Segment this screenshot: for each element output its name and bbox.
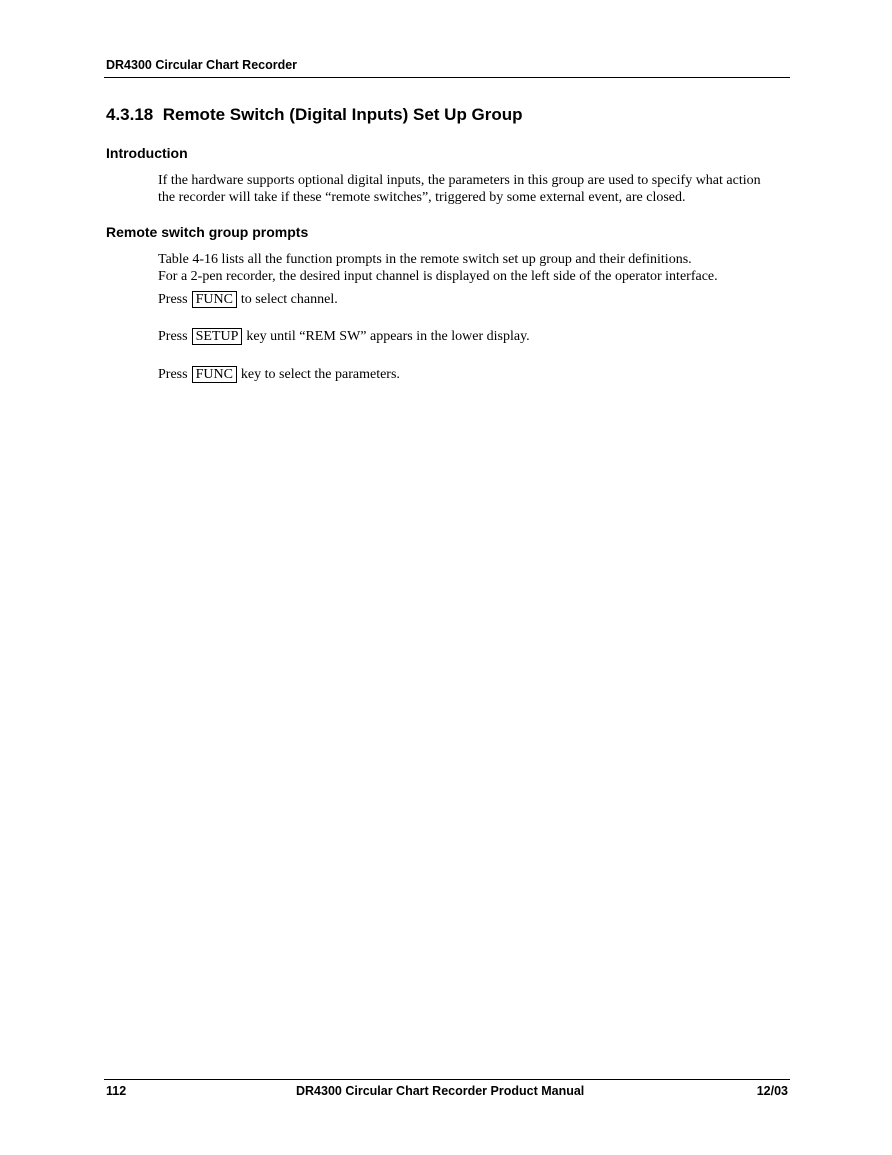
func-key: FUNC (192, 291, 237, 308)
introduction-line-2: the recorder will take if these “remote switches”, triggered by some external event, are closed. (158, 190, 686, 205)
step-suffix: to select channel. (240, 292, 338, 307)
step-prefix: Press (158, 329, 188, 344)
prompts-heading: Remote switch group prompts (106, 224, 309, 240)
footer-title: DR4300 Circular Chart Recorder Product Manual (296, 1084, 585, 1098)
step-select-channel (158, 291, 338, 308)
prompts-line-1: Table 4-16 lists all the function prompts in the remote switch set up group and their definitions. (158, 252, 692, 267)
introduction-line-1: If the hardware supports optional digital inputs, the parameters in this group are used to specify what action (158, 173, 761, 188)
step-select-parameters (158, 366, 400, 383)
step-prefix: Press (158, 292, 188, 307)
introduction-heading: Introduction (106, 145, 188, 161)
section-heading: 4.3.18 Remote Switch (Digital Inputs) Set Up Group (106, 105, 523, 124)
step-setup-key (158, 328, 530, 345)
header-rule (104, 77, 790, 78)
footer-rule (104, 1079, 790, 1080)
setup-key: SETUP (192, 328, 243, 345)
step-suffix: key until “REM SW” appears in the lower display. (246, 329, 530, 344)
func-key: FUNC (192, 366, 237, 383)
prompts-line-2: For a 2-pen recorder, the desired input channel is displayed on the left side of the operator interface. (158, 269, 718, 284)
page-number: 112 (106, 1084, 127, 1098)
step-prefix: Press (158, 367, 188, 382)
step-suffix: key to select the parameters. (240, 367, 400, 382)
running-header: DR4300 Circular Chart Recorder (106, 58, 298, 72)
footer-date: 12/03 (756, 1084, 788, 1098)
